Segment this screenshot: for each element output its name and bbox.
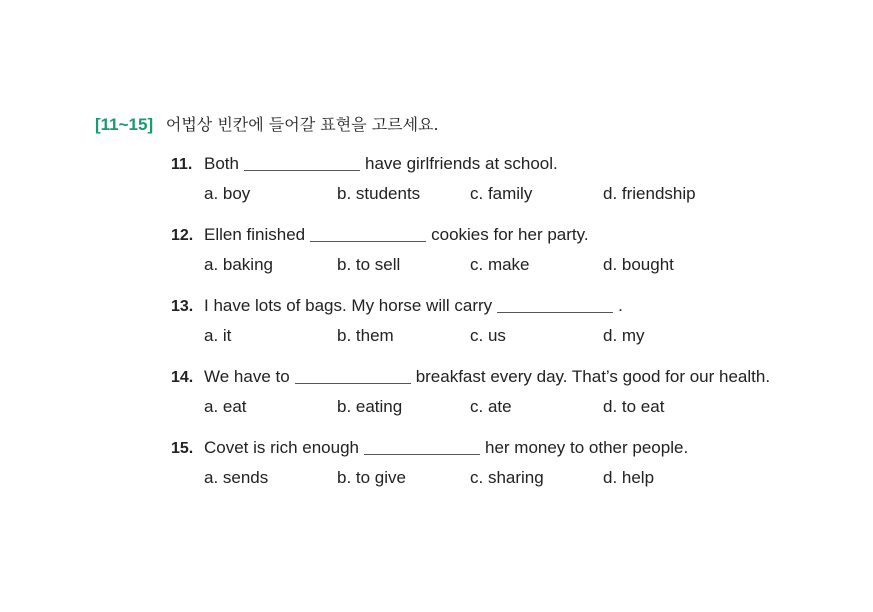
question-13 [171, 294, 770, 365]
question-stem [171, 436, 770, 460]
option-d[interactable]: d. help [603, 468, 655, 487]
question-number: 13. [171, 298, 194, 315]
stem-before: Both [204, 154, 239, 173]
answer-blank [295, 369, 411, 384]
instruction-text: 어법상 빈칸에 들어갈 표현을 고르세요. [165, 115, 439, 134]
option-c[interactable]: c. ate [470, 397, 512, 416]
stem-after: cookies for her party. [431, 225, 589, 244]
stem-before: I have lots of bags. My horse will carry [204, 296, 493, 315]
stem-after: breakfast every day. That’s good for our health. [415, 367, 771, 386]
answer-blank [310, 227, 426, 242]
option-a[interactable]: a. sends [204, 468, 269, 487]
option-row [204, 466, 770, 490]
question-11 [171, 152, 770, 223]
option-row [204, 253, 770, 277]
question-number: 14. [171, 369, 194, 386]
stem-after: her money to other people. [484, 438, 689, 457]
question-14 [171, 365, 770, 436]
question-12 [171, 223, 770, 294]
option-d[interactable]: d. friendship [603, 184, 696, 203]
option-row [204, 324, 770, 348]
question-15 [171, 436, 770, 507]
option-c[interactable]: c. sharing [470, 468, 544, 487]
option-c[interactable]: c. us [470, 326, 506, 345]
option-row [204, 395, 770, 419]
stem-after: have girlfriends at school. [364, 154, 558, 173]
option-d[interactable]: d. my [603, 326, 645, 345]
option-c[interactable]: c. family [470, 184, 533, 203]
answer-blank [244, 156, 360, 171]
option-b[interactable]: b. them [337, 326, 394, 345]
option-a[interactable]: a. it [204, 326, 232, 345]
stem-before: Ellen finished [204, 225, 306, 244]
section-header [95, 112, 439, 135]
question-number: 11. [171, 156, 193, 173]
answer-blank [497, 298, 613, 313]
question-list [171, 152, 770, 507]
question-stem [171, 365, 770, 389]
stem-before: We have to [204, 367, 290, 386]
option-d[interactable]: d. bought [603, 255, 674, 274]
option-b[interactable]: b. students [337, 184, 421, 203]
question-stem [171, 294, 770, 318]
answer-blank [364, 440, 480, 455]
option-b[interactable]: b. to give [337, 468, 406, 487]
option-b[interactable]: b. to sell [337, 255, 401, 274]
option-b[interactable]: b. eating [337, 397, 403, 416]
option-c[interactable]: c. make [470, 255, 530, 274]
question-number: 12. [171, 227, 194, 244]
question-stem [171, 152, 770, 176]
question-range: [11~15] [95, 115, 154, 134]
option-row [204, 182, 770, 206]
question-stem [171, 223, 770, 247]
option-a[interactable]: a. eat [204, 397, 247, 416]
option-d[interactable]: d. to eat [603, 397, 665, 416]
stem-before: Covet is rich enough [204, 438, 359, 457]
stem-after: . [618, 296, 623, 315]
question-number: 15. [171, 440, 194, 457]
option-a[interactable]: a. boy [204, 184, 251, 203]
option-a[interactable]: a. baking [204, 255, 273, 274]
